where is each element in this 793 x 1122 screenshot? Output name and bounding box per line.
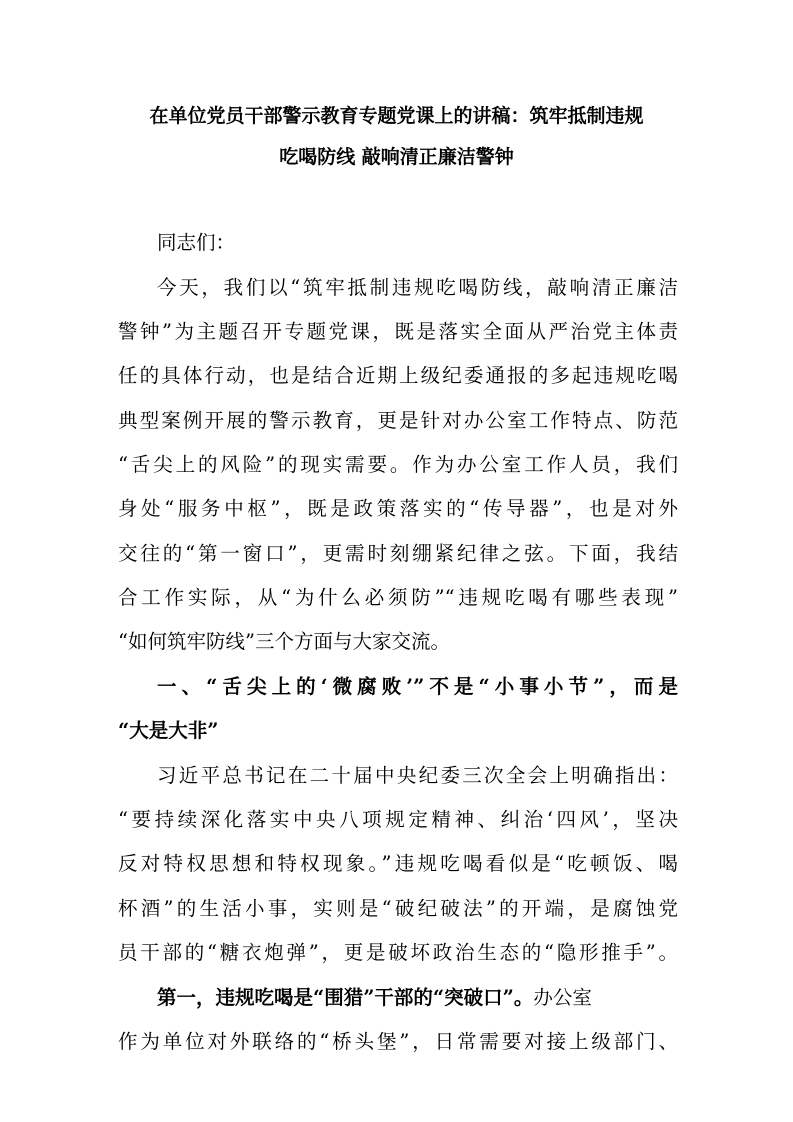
paragraph-line: 习近平总书记在二十届中央纪委三次全会上明确指出： bbox=[157, 764, 678, 787]
paragraph-line: 杯酒”的生活小事，实则是“破纪破法”的开端，是腐蚀党 bbox=[118, 897, 678, 920]
paragraph-line: 反对特权思想和特权现象。”违规吃喝看似是“吃顿饭、喝 bbox=[118, 852, 678, 875]
paragraph-line: “如何筑牢防线”三个方面与大家交流。 bbox=[118, 630, 450, 653]
paragraph-line: 交往的“第一窗口”，更需时刻绷紧纪律之弦。下面，我结 bbox=[118, 542, 678, 565]
paragraph-line: 身处“服务中枢”，既是政策落实的“传导器”，也是对外 bbox=[118, 497, 678, 520]
point-lead: 第一，违规吃喝是“围猎”干部的“突破口”。 bbox=[157, 986, 534, 1009]
paragraph-line: 任的具体行动，也是结合近期上级纪委通报的多起违规吃喝 bbox=[118, 364, 678, 387]
document-title-line-1: 在单位党员干部警示教育专题党课上的讲稿：筑牢抵制违规 bbox=[149, 105, 644, 127]
point-text: 办公室 bbox=[533, 986, 592, 1009]
section-heading-line: “大是大非” bbox=[118, 719, 219, 742]
paragraph-line: 今天，我们以“筑牢抵制违规吃喝防线，敲响清正廉洁 bbox=[157, 276, 678, 299]
paragraph-line: “要持续深化落实中央八项规定精神、纠治‘四风’，坚决 bbox=[118, 808, 678, 831]
paragraph-line: 警钟”为主题召开专题党课，既是落实全面从严治党主体责 bbox=[118, 320, 678, 343]
paragraph-line: 作为单位对外联络的“桥头堡”，日常需要对接上级部门、 bbox=[118, 1030, 678, 1053]
paragraph-line: 典型案例开展的警示教育，更是针对办公室工作特点、防范 bbox=[118, 409, 678, 432]
paragraph-line: “舌尖上的风险”的现实需要。作为办公室工作人员，我们 bbox=[118, 453, 678, 476]
salutation: 同志们： bbox=[157, 231, 236, 254]
paragraph-line: 员干部的“糖衣炮弹”，更是破坏政治生态的“隐形推手”。 bbox=[118, 941, 678, 964]
document-title-line-2: 吃喝防线 敲响清正廉洁警钟 bbox=[279, 146, 514, 168]
paragraph-line bbox=[157, 985, 678, 1011]
section-heading-line: 一、“舌尖上的‘微腐败’”不是“小事小节”，而是 bbox=[157, 675, 678, 698]
paragraph-line: 合工作实际，从“为什么必须防”“违规吃喝有哪些表现” bbox=[118, 586, 678, 609]
